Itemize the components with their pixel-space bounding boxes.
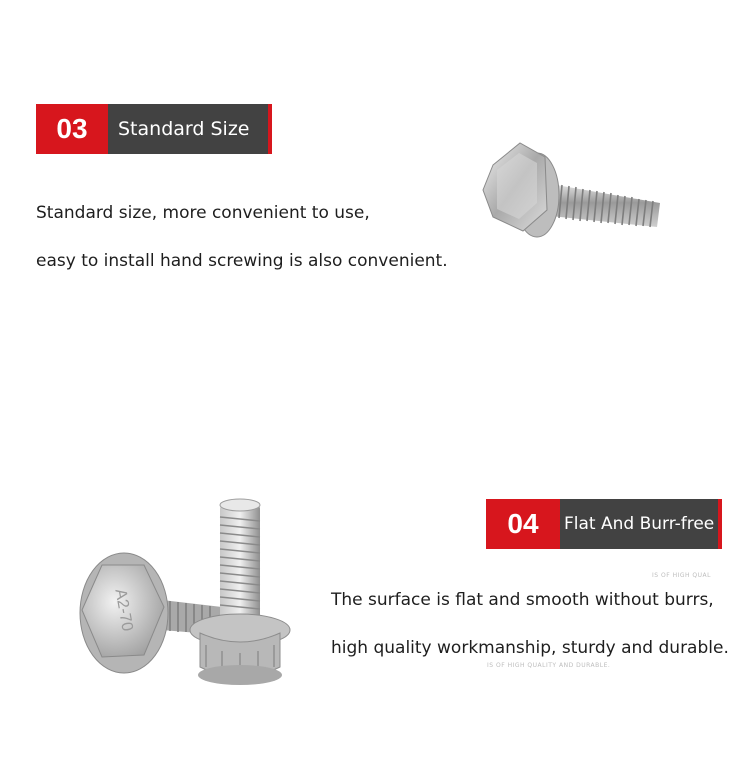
section-title: Flat And Burr-free bbox=[560, 499, 722, 549]
watermark-text: IS OF HIGH QUALITY AND DURABLE. bbox=[487, 662, 611, 669]
section-04-line-2: high quality workmanship, sturdy and durable. bbox=[331, 638, 729, 658]
flange-bolt-photo-2 bbox=[72, 495, 302, 695]
section-number: 03 bbox=[36, 104, 108, 154]
section-04-line-1: The surface is flat and smooth without burrs, bbox=[331, 590, 714, 610]
section-title: Standard Size bbox=[108, 104, 272, 154]
section-03-line-1: Standard size, more convenient to use, bbox=[36, 203, 370, 223]
section-04-header bbox=[486, 499, 722, 549]
watermark-text: IS OF HIGH QUAL bbox=[652, 572, 711, 579]
section-03-line-2: easy to install hand screwing is also convenient. bbox=[36, 251, 448, 271]
section-number: 04 bbox=[486, 499, 560, 549]
flange-bolt-photo-1 bbox=[475, 135, 675, 255]
section-03-header bbox=[36, 104, 272, 154]
bolt-head-marking: A2-70 bbox=[111, 587, 136, 633]
